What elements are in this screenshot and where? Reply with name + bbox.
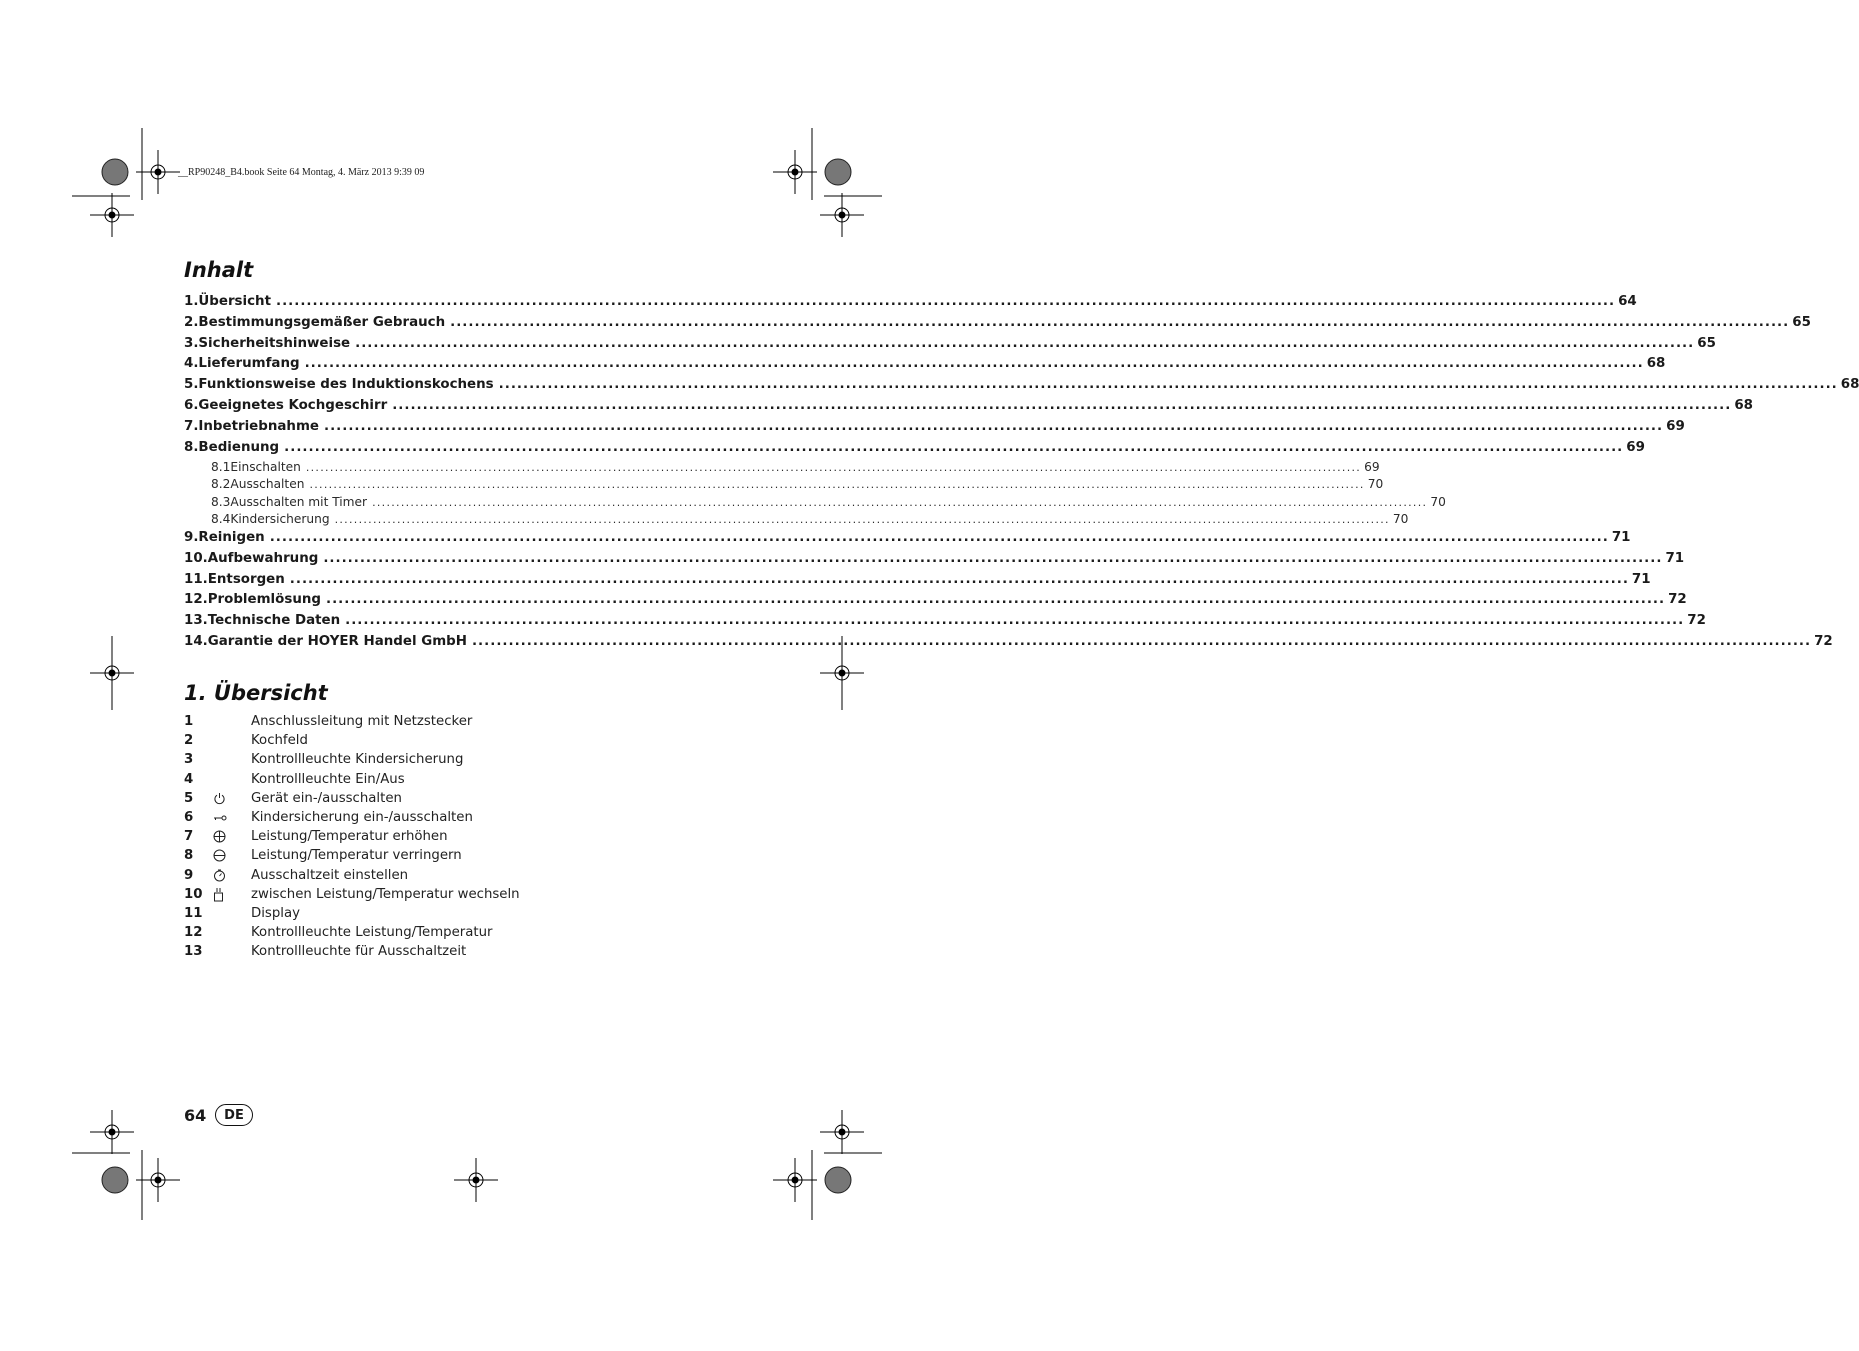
toc-entry bbox=[184, 314, 1811, 336]
overview-item bbox=[184, 789, 402, 808]
toc-entry-number: 8.2 bbox=[211, 477, 231, 492]
toc-entry-page: 71 bbox=[1611, 530, 1631, 545]
toc-leader-dots: ............................................................................................................................................................................................................................ bbox=[324, 418, 1664, 434]
overview-item-number: 1 bbox=[184, 714, 194, 729]
overview-item-number: 9 bbox=[184, 867, 194, 883]
overview-item bbox=[184, 885, 520, 904]
toc-entry-page: 69 bbox=[1364, 459, 1380, 474]
toc-entry bbox=[184, 512, 1409, 530]
toc-entry-number: 5. bbox=[184, 377, 199, 393]
toc-entry-number: 8.3 bbox=[211, 494, 231, 509]
overview-item bbox=[184, 712, 472, 731]
toc-entry-number: 6. bbox=[184, 398, 199, 413]
print-file-header: __RP90248_B4.book Seite 64 Montag, 4. März 2013 9:39 09 bbox=[178, 167, 425, 178]
toc-entry-number: 11. bbox=[184, 571, 208, 587]
toc-entry-page: 68 bbox=[1646, 356, 1666, 372]
plus-circle-icon bbox=[209, 830, 251, 843]
toc-leader-dots: ............................................................................................................................................................................................................................ bbox=[345, 613, 1685, 629]
overview-item-label: Kindersicherung ein-/ausschalten bbox=[251, 810, 473, 825]
toc-entry-page: 68 bbox=[1734, 398, 1753, 413]
overview-item bbox=[184, 866, 408, 885]
overview-item-number: 11 bbox=[184, 906, 203, 921]
language-badge: DE bbox=[215, 1104, 253, 1126]
toc-entry-page: 68 bbox=[1840, 377, 1859, 393]
overview-item bbox=[184, 731, 308, 750]
toc-entry-page: 64 bbox=[1618, 294, 1637, 309]
toc-entry-title: Entsorgen bbox=[207, 571, 285, 587]
toc-entry-number: 2. bbox=[184, 314, 199, 330]
timer-icon bbox=[209, 869, 251, 882]
toc-entry bbox=[184, 459, 1380, 478]
overview-item bbox=[184, 923, 493, 942]
toc-leader-dots: ............................................................................................................................................................................................................................ bbox=[372, 495, 1428, 509]
toc-heading: Inhalt bbox=[184, 258, 254, 282]
overview-item-label: Kochfeld bbox=[251, 733, 308, 749]
overview-item bbox=[184, 808, 473, 827]
toc-entry bbox=[184, 356, 1666, 377]
toc-entry-number: 8.1 bbox=[211, 459, 231, 474]
overview-item-number: 10 bbox=[184, 886, 203, 902]
overview-item bbox=[184, 942, 466, 961]
toc-leader-dots: ............................................................................................................................................................................................................................ bbox=[275, 294, 1616, 309]
toc-entry bbox=[184, 613, 1706, 634]
overview-item-label: Leistung/Temperatur erhöhen bbox=[251, 829, 448, 845]
toc-entry-title: Einschalten bbox=[230, 459, 301, 474]
toc-entry-title: Sicherheitshinweise bbox=[198, 335, 351, 351]
toc-entry-page: 65 bbox=[1792, 314, 1811, 330]
overview-item bbox=[184, 846, 462, 865]
page-number: 64 bbox=[184, 1106, 207, 1125]
toc-entry-number: 4. bbox=[184, 356, 199, 372]
toc-entry-title: Ausschalten mit Timer bbox=[230, 494, 368, 509]
toc-entry-number: 7. bbox=[184, 418, 199, 434]
toc-entry-page: 72 bbox=[1668, 592, 1687, 608]
toc-entry bbox=[184, 294, 1637, 315]
toc-entry-title: Funktionsweise des Induktionskochens bbox=[198, 377, 494, 393]
overview-item bbox=[184, 827, 448, 846]
toc-entry-title: Technische Daten bbox=[207, 613, 341, 629]
toc-entry-title: Kindersicherung bbox=[230, 512, 330, 527]
overview-item-label: Kontrollleuchte Kindersicherung bbox=[251, 752, 464, 768]
overview-heading: 1. Übersicht bbox=[184, 681, 328, 705]
power-icon bbox=[209, 792, 251, 805]
toc-leader-dots: ............................................................................................................................................................................................................................ bbox=[450, 314, 1790, 330]
toc-entry-page: 69 bbox=[1666, 418, 1685, 434]
toc-entry-number: 13. bbox=[184, 613, 208, 629]
toc-entry-number: 8. bbox=[184, 439, 199, 455]
overview-item-number: 2 bbox=[184, 733, 194, 749]
toc-leader-dots: ............................................................................................................................................................................................................................ bbox=[289, 571, 1629, 587]
overview-item-number: 4 bbox=[184, 771, 194, 787]
toc-entry bbox=[184, 571, 1651, 593]
overview-item-number: 8 bbox=[184, 848, 194, 864]
toc-leader-dots: ............................................................................................................................................................................................................................ bbox=[305, 460, 1362, 474]
toc-leader-dots: ............................................................................................................................................................................................................................ bbox=[323, 550, 1663, 566]
toc-entry bbox=[184, 335, 1716, 357]
toc-leader-dots: ............................................................................................................................................................................................................................ bbox=[392, 398, 1732, 413]
toc-entry-title: Inbetriebnahme bbox=[198, 418, 319, 434]
toc-entry-title: Geeignetes Kochgeschirr bbox=[198, 398, 388, 413]
toc-leader-dots: ............................................................................................................................................................................................................................ bbox=[284, 439, 1624, 455]
toc-entry-page: 65 bbox=[1697, 335, 1716, 351]
overview-item-label: Kontrollleuchte für Ausschaltzeit bbox=[251, 944, 467, 960]
toc-entry-title: Bestimmungsgemäßer Gebrauch bbox=[198, 314, 446, 330]
overview-item bbox=[184, 904, 300, 923]
toc-entry-title: Ausschalten bbox=[230, 477, 305, 492]
overview-item-label: Anschlussleitung mit Netzstecker bbox=[251, 714, 473, 729]
function-icon bbox=[209, 887, 251, 902]
toc-leader-dots: ............................................................................................................................................................................................................................ bbox=[471, 634, 1812, 649]
toc-entry-page: 69 bbox=[1626, 439, 1645, 455]
minus-circle-icon bbox=[209, 849, 251, 862]
overview-item-label: zwischen Leistung/Temperatur wechseln bbox=[251, 886, 520, 902]
toc-entry-page: 70 bbox=[1367, 477, 1384, 492]
overview-item-label: Kontrollleuchte Ein/Aus bbox=[251, 771, 405, 787]
toc-entry bbox=[184, 477, 1384, 495]
toc-entry-title: Lieferumfang bbox=[198, 356, 300, 372]
toc-entry-title: Problemlösung bbox=[207, 592, 321, 608]
toc-leader-dots: ............................................................................................................................................................................................................................ bbox=[304, 356, 1644, 372]
toc-entry bbox=[184, 634, 1833, 655]
toc-leader-dots: ............................................................................................................................................................................................................................ bbox=[334, 513, 1390, 527]
toc-entry-page: 72 bbox=[1814, 634, 1833, 649]
toc-leader-dots: ............................................................................................................................................................................................................................ bbox=[355, 335, 1695, 351]
toc-entry-page: 72 bbox=[1687, 613, 1706, 629]
toc-entry bbox=[184, 530, 1631, 551]
toc-entry-title: Garantie der HOYER Handel GmbH bbox=[207, 634, 467, 649]
overview-item bbox=[184, 770, 405, 789]
toc-entry bbox=[184, 550, 1685, 572]
toc-entry bbox=[184, 418, 1685, 440]
toc-entry-title: Bedienung bbox=[198, 439, 280, 455]
toc-leader-dots: ............................................................................................................................................................................................................................ bbox=[325, 592, 1666, 608]
toc-entry-number: 1. bbox=[184, 294, 199, 309]
key-icon bbox=[209, 813, 251, 823]
overview-item-number: 6 bbox=[184, 810, 194, 825]
overview-item-label: Leistung/Temperatur verringern bbox=[251, 848, 462, 864]
toc-entry-number: 10. bbox=[184, 550, 208, 566]
toc-entry-title: Übersicht bbox=[198, 294, 271, 309]
overview-item-number: 3 bbox=[184, 752, 194, 768]
overview-item-label: Ausschaltzeit einstellen bbox=[251, 867, 409, 883]
overview-item-label: Gerät ein-/ausschalten bbox=[251, 790, 402, 806]
toc-entry bbox=[184, 377, 1859, 398]
toc-entry-title: Reinigen bbox=[198, 530, 265, 545]
toc-leader-dots: ............................................................................................................................................................................................................................ bbox=[498, 377, 1838, 393]
overview-item-number: 5 bbox=[184, 790, 194, 806]
toc-entry bbox=[184, 439, 1645, 461]
toc-entry bbox=[184, 494, 1446, 513]
toc-entry-number: 12. bbox=[184, 592, 208, 608]
overview-item-number: 13 bbox=[184, 944, 203, 960]
overview-item-label: Display bbox=[251, 906, 301, 921]
toc-entry bbox=[184, 592, 1687, 613]
overview-item-label: Kontrollleuchte Leistung/Temperatur bbox=[251, 925, 493, 941]
toc-entry-number: 14. bbox=[184, 634, 208, 649]
toc-entry bbox=[184, 398, 1753, 419]
overview-item bbox=[184, 750, 463, 769]
toc-entry-number: 9. bbox=[184, 530, 199, 545]
toc-entry-page: 71 bbox=[1665, 550, 1685, 566]
toc-entry-page: 70 bbox=[1430, 494, 1446, 509]
toc-entry-number: 8.4 bbox=[211, 512, 231, 527]
overview-item-number: 12 bbox=[184, 925, 203, 941]
overview-item-number: 7 bbox=[184, 829, 194, 845]
toc-entry-page: 71 bbox=[1631, 571, 1651, 587]
toc-entry-title: Aufbewahrung bbox=[207, 550, 319, 566]
toc-entry-page: 70 bbox=[1392, 512, 1409, 527]
toc-leader-dots: ............................................................................................................................................................................................................................ bbox=[269, 530, 1609, 545]
toc-leader-dots: ............................................................................................................................................................................................................................ bbox=[309, 478, 1365, 492]
toc-entry-number: 3. bbox=[184, 335, 199, 351]
